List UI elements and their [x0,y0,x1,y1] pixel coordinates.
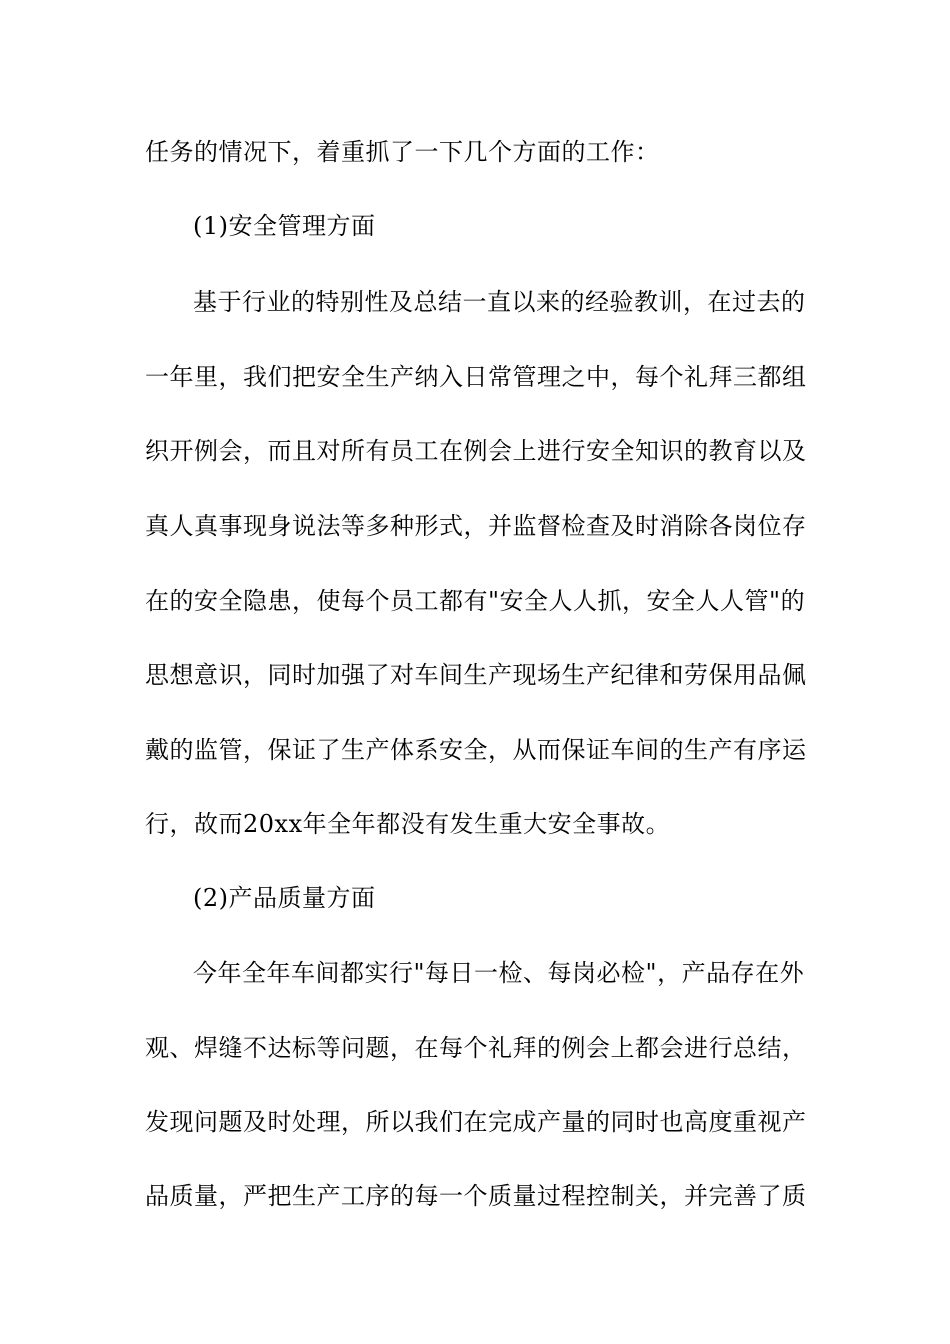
paragraph-line: 今年全年车间都实行"每日一检、每岗必检"，产品存在外 [193,959,805,987]
paragraph-line: 织开例会，而且对所有员工在例会上进行安全知识的教育以及 [145,437,807,465]
section-heading-quality: (2)产品质量方面 [193,884,376,912]
paragraph-line: 一年里，我们把安全生产纳入日常管理之中，每个礼拜三都组 [145,363,807,391]
paragraph-line: 真人真事现身说法等多种形式，并监督检查及时消除各岗位存 [145,512,807,540]
text-line: 任务的情况下，着重抓了一下几个方面的工作： [145,138,660,166]
paragraph-line: 在的安全隐患，使每个员工都有"安全人人抓，安全人人管"的 [145,587,806,615]
paragraph-line: 观、焊缝不达标等问题，在每个礼拜的例会上都会进行总结， [145,1034,807,1062]
paragraph-line: 思想意识，同时加强了对车间生产现场生产纪律和劳保用品佩 [145,661,807,689]
paragraph-line: 基于行业的特别性及总结一直以来的经验教训，在过去的 [193,288,806,316]
paragraph-line: 发现问题及时处理，所以我们在完成产量的同时也高度重视产 [145,1108,807,1136]
paragraph-line: 戴的监管，保证了生产体系安全，从而保证车间的生产有序运 [145,736,807,764]
paragraph-line: 行，故而20xx年全年都没有发生重大安全事故。 [145,810,671,838]
paragraph-line: 品质量，严把生产工序的每一个质量过程控制关，并完善了质 [145,1182,807,1210]
section-heading-safety: (1)安全管理方面 [193,212,376,240]
